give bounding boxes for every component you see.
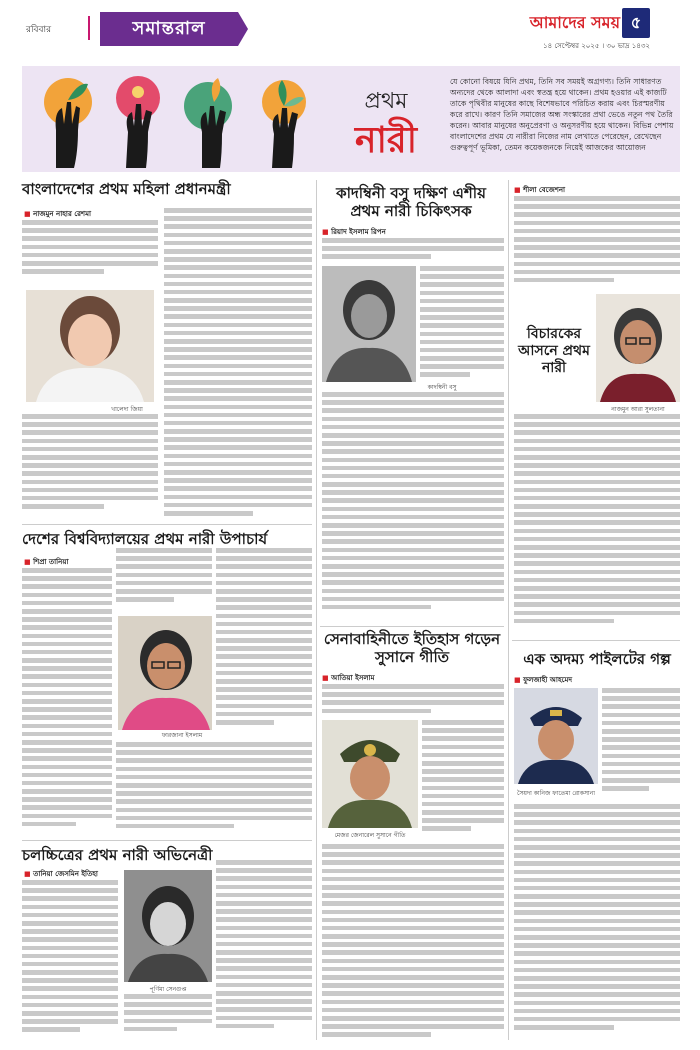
vc-body-col2-top <box>116 548 212 610</box>
vc-byline: ■ শিপ্রা তানিয়া <box>24 556 69 568</box>
judge-body-intro <box>514 196 680 290</box>
army-body-intro <box>322 684 504 720</box>
pilot-caption: সৈয়দা কানিজ ফাতেমা রোকসানা <box>517 790 595 797</box>
doctor-body-intro <box>322 238 504 262</box>
actress-caption: পূর্ণিমা সেনগুপ্ত <box>149 986 187 993</box>
banner-title <box>322 84 450 161</box>
army-headline: সেনাবাহিনীতে ইতিহাস গড়েন সুসানে গীতি <box>323 630 501 666</box>
pm-caption: খালেদা জিয়া <box>111 406 143 413</box>
masthead <box>0 0 700 62</box>
divider <box>320 626 504 627</box>
pilot-photo <box>514 688 598 784</box>
pm-body-right <box>164 208 312 520</box>
banner-title-line2: নারী <box>354 120 418 161</box>
doctor-byline: ■ রিয়াদ ইসলাম রিপন <box>322 226 386 238</box>
judge-body-main <box>514 414 680 636</box>
page-number: ৫ <box>622 8 650 38</box>
doctor-body-right <box>420 266 504 380</box>
divider <box>22 840 312 841</box>
actress-body-col1 <box>22 880 118 1040</box>
actress-body-col2 <box>124 994 212 1040</box>
pilot-headline: এক অদম্য পাইলটের গল্প <box>523 650 671 668</box>
actress-byline: ■ তানিয়া জেসমিন ইতিহা <box>24 868 98 880</box>
judge-byline: ■ শীলা বেজেশনা <box>514 184 565 196</box>
banner-title-line1: প্রথম <box>364 89 408 114</box>
farzana-islam-photo <box>118 616 212 730</box>
pilot-byline: ■ ফুলজাহী আহমেদ <box>514 674 572 686</box>
section-title: সমান্তরাল <box>100 12 238 46</box>
pilot-body-main <box>514 804 680 1040</box>
army-body-right <box>422 720 504 838</box>
issue-date: ১৪ সেপ্টেম্বর ২০২৫ । ৩০ ভাদ্র ১৪৩২ <box>543 42 650 50</box>
hand-with-leaf-icon <box>34 72 98 168</box>
khaleda-zia-photo <box>26 290 154 402</box>
vc-headline: দেশের বিশ্ববিদ্যালয়ের প্রথম নারী উপাচার্য <box>22 530 268 548</box>
column-divider <box>508 180 509 1040</box>
vc-body-col1 <box>22 568 112 836</box>
hand-with-flower-icon <box>106 72 170 168</box>
doctor-headline: কাদম্বিনী বসু দক্ষিণ এশীয় প্রথম নারী চিকিৎসক <box>336 184 486 220</box>
newspaper-brand: আমাদের সময় <box>529 13 620 32</box>
divider <box>22 524 312 525</box>
doctor-caption: কাদম্বিনী বসু <box>427 384 457 391</box>
najmun-ara-sultana-photo <box>596 294 680 402</box>
divider <box>88 16 90 40</box>
hand-with-leaves-icon <box>178 72 242 168</box>
army-body-main <box>322 844 504 1040</box>
weekday: রবিবার <box>26 25 52 35</box>
kadambini-bose-photo <box>322 266 416 382</box>
judge-caption: নাজমুন আরা সুলতানা <box>611 406 665 413</box>
actress-body-col3 <box>216 860 312 1040</box>
army-caption: মেজর জেনারেল সুসানে গীতি <box>334 832 406 839</box>
banner-intro: যে কোনো বিষয়ে যিনি প্রথম, তিনি সব সময়ই অগ্রগণ্য। তিনি সাধারণত অন্যদের থেকে আলাদা এবং স্বতন্ত্র হয়ে থাকেন। প্রথম হওয়ার এই কাজটি তাকে পৃথিবীর মানুষের কাছে বিশেষভাবে পরিচিত করায় এবং চিরস্মরণীয় করে রাখে। কারণ তিনি সমাজের অন্ধ সংস্কারের প্রথা ভেঙে নতুন পথ তৈরি করেন। আবার মানুষের অনুপ্রেরণা ও অনুসরণীয় হয়ে থাকেন। বিভিন্ন পেশায় বাংলাদেশের প্রথম যে নারীরা নিজের নাম লেখাতে পেরেছেন, রেখেছেন গুরুত্বপূর্ণ ভূমিকা, তেমন কয়েকজনকে নিয়েই আজকের আয়োজন <box>450 77 674 152</box>
judge-headline: বিচারকের আসনে প্রথম নারী <box>518 326 590 376</box>
pm-headline: বাংলাদেশের প্রথম মহিলা প্রধানমন্ত্রী <box>22 180 231 198</box>
pilot-body-right <box>602 688 680 798</box>
actress-headline: চলচ্চিত্রের প্রথম নারী অভিনেত্রী <box>22 846 213 864</box>
divider <box>512 640 680 641</box>
vc-body-col2-bottom <box>116 742 312 836</box>
vc-body-col3 <box>216 548 312 738</box>
doctor-body-main <box>322 392 504 620</box>
pm-body-intro <box>22 220 158 286</box>
hand-with-sprout-icon <box>250 72 314 168</box>
feature-banner <box>22 66 680 172</box>
vc-caption: ফারজানা ইসলাম <box>161 732 203 739</box>
pm-byline: ■ নাজমুন নাহার রেশমা <box>24 208 91 220</box>
purnima-sengupta-photo <box>124 870 212 982</box>
pm-body-left <box>22 414 158 518</box>
susane-giti-photo <box>322 720 418 828</box>
army-byline: ■ আতিয়া ইসলাম <box>322 672 374 684</box>
column-divider <box>316 180 317 1040</box>
hands-illustration <box>22 66 322 172</box>
